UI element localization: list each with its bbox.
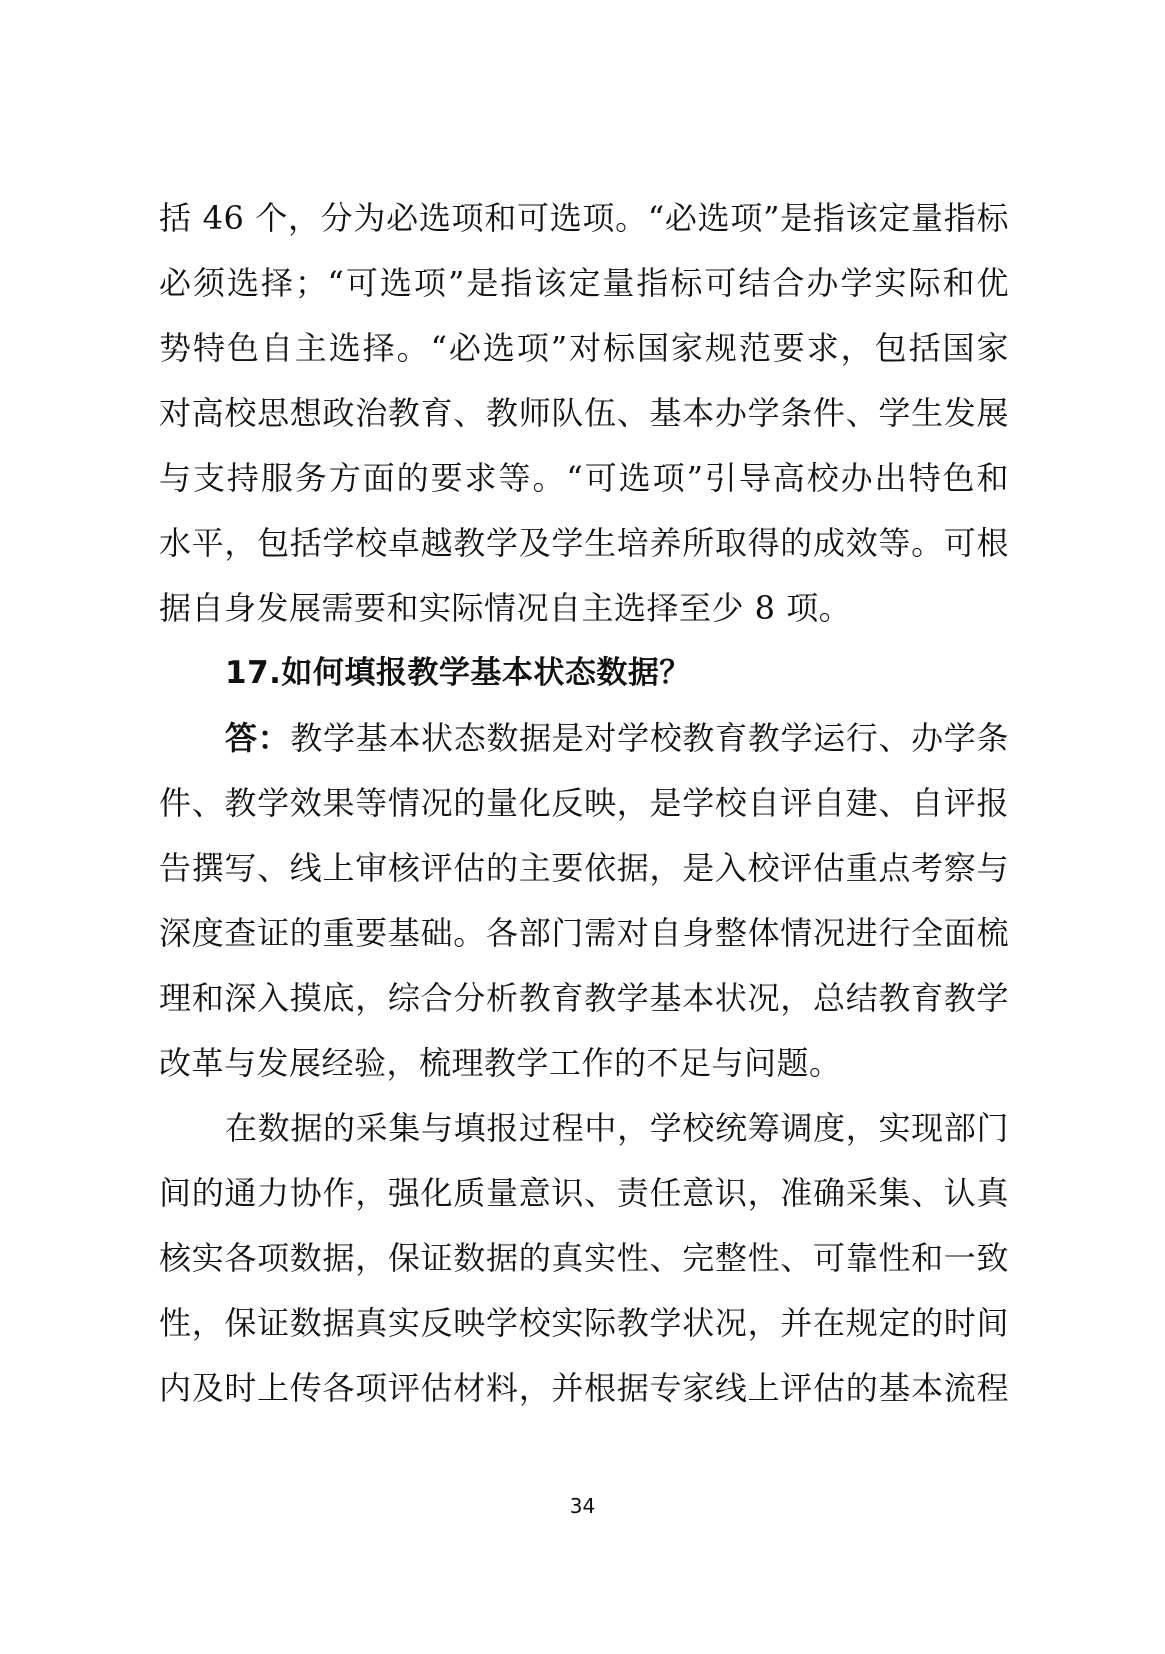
text-line: 理和深入摸底，综合分析教育教学基本状况，总结教育教学 [159,979,1009,1017]
text-line: 对高校思想政治教育、教师队伍、基本办学条件、学生发展 [159,394,1009,432]
text-line: 性，保证数据真实反映学校实际教学状况，并在规定的时间 [159,1304,1009,1342]
text-line: 件、教学效果等情况的量化反映，是学校自评自建、自评报 [159,784,1009,822]
page-number: 34 [569,1494,596,1518]
paragraph-data-collection [159,1096,1009,1421]
text-line: 核实各项数据，保证数据的真实性、完整性、可靠性和一致 [159,1239,1009,1277]
paragraph-indicators [159,186,1009,641]
text-line: 间的通力协作，强化质量意识、责任意识，准确采集、认真 [159,1174,1009,1212]
text-line: 括 46 个，分为必选项和可选项。“必选项”是指该定量指标 [159,199,1009,237]
question-heading-block [159,641,1009,706]
text-line: 改革与发展经验，梳理教学工作的不足与问题。 [159,1044,842,1082]
text-line: 与支持服务方面的要求等。“可选项”引导高校办出特色和 [159,459,1009,497]
text-line: 势特色自主选择。“必选项”对标国家规范要求，包括国家 [159,329,1009,367]
question-heading: 17.如何填报教学基本状态数据？ [225,655,691,691]
text-line: 告撰写、线上审核评估的主要依据，是入校评估重点考察与 [159,849,1009,887]
answer-first-line-text: 教学基本状态数据是对学校教育教学运行、办学条 [290,719,1009,757]
answer-first-line [159,706,1009,771]
text-line: 水平，包括学校卓越教学及学生培养所取得的成效等。可根 [159,524,1009,562]
text-line: 深度查证的重要基础。各部门需对自身整体情况进行全面梳 [159,914,1009,952]
text-line: 必须选择；“可选项”是指该定量指标可结合办学实际和优 [159,264,1009,302]
answer-paragraph [159,706,1009,1096]
text-line: 据自身发展需要和实际情况自主选择至少 8 项。 [159,589,852,627]
text-line: 内及时上传各项评估材料，并根据专家线上评估的基本流程 [159,1369,1009,1407]
text-line: 在数据的采集与填报过程中，学校统筹调度，实现部门 [225,1109,1009,1147]
answer-label: 答： [225,719,291,757]
